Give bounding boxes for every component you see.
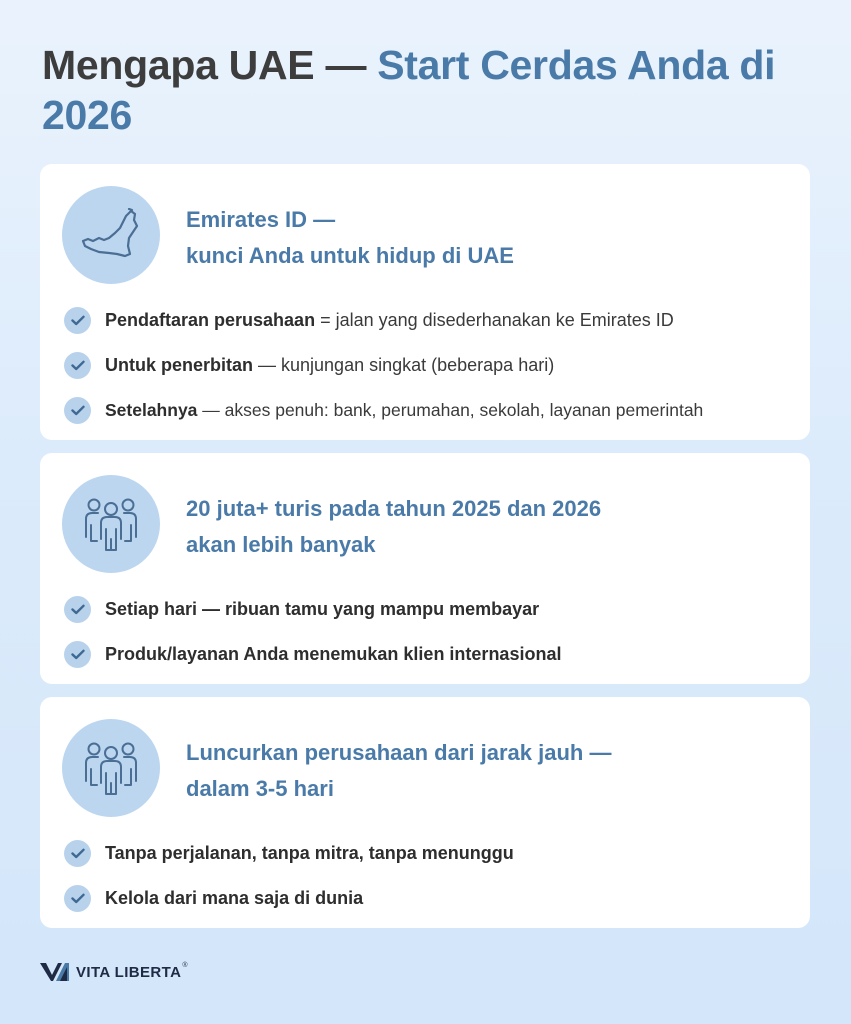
- list-item: [64, 343, 804, 388]
- remote-launch-card: [40, 697, 810, 928]
- bullet-bold: Setelahnya: [105, 400, 198, 420]
- check-icon: [64, 352, 91, 379]
- list-item: [64, 876, 804, 921]
- page-title-accent: Start Cerdas Anda di 2026: [42, 42, 776, 138]
- vita-liberta-logo: [40, 958, 188, 986]
- emirates-id-card: [40, 164, 810, 440]
- card-title-line1: Luncurkan perusahaan dari jarak jauh —: [186, 740, 612, 765]
- card-title-line2: dalam 3-5 hari: [186, 776, 334, 801]
- card-title: [186, 491, 786, 563]
- bullet-text: Setiap hari — ribuan tamu yang mampu membayar: [105, 599, 540, 619]
- registered-mark: ®: [182, 962, 188, 969]
- list-item: [64, 388, 804, 433]
- list-item: [64, 632, 804, 677]
- bullet-list: [64, 298, 804, 433]
- list-item: [64, 587, 804, 632]
- card-title: [186, 202, 786, 274]
- bullet-text: Tanpa perjalanan, tanpa mitra, tanpa menunggu: [105, 843, 514, 863]
- list-item: [64, 298, 804, 343]
- card-title: [186, 735, 786, 807]
- check-icon: [64, 596, 91, 623]
- bullet-list: [64, 831, 804, 921]
- page-title: [42, 40, 802, 140]
- card-title-line1: 20 juta+ turis pada tahun 2025 dan 2026: [186, 496, 602, 521]
- bullet-bold: Pendaftaran perusahaan: [105, 310, 316, 330]
- people-group-icon: [62, 475, 160, 573]
- logo-text: VITA LIBERTA: [76, 963, 182, 981]
- card-title-line2: kunci Anda untuk hidup di UAE: [186, 243, 514, 268]
- list-item: [64, 831, 804, 876]
- check-icon: [64, 307, 91, 334]
- check-icon: [64, 840, 91, 867]
- check-icon: [64, 885, 91, 912]
- tourists-card: [40, 453, 810, 684]
- bullet-text: — kunjungan singkat (beberapa hari): [253, 355, 555, 375]
- people-group-icon: [62, 719, 160, 817]
- card-title-line2: akan lebih banyak: [186, 532, 376, 557]
- card-title-line1: Emirates ID —: [186, 207, 336, 232]
- bullet-text: = jalan yang disederhanakan ke Emirates ID: [315, 310, 674, 330]
- bullet-list: [64, 587, 804, 677]
- check-icon: [64, 641, 91, 668]
- logo-mark-icon: [40, 961, 70, 983]
- bullet-text: — akses penuh: bank, perumahan, sekolah, layanan pemerintah: [197, 400, 704, 420]
- bullet-text: Produk/layanan Anda menemukan klien internasional: [105, 644, 562, 664]
- page-title-prefix: Mengapa UAE —: [42, 42, 378, 88]
- uae-map-icon: [62, 186, 160, 284]
- check-icon: [64, 397, 91, 424]
- bullet-text: Kelola dari mana saja di dunia: [105, 888, 364, 908]
- bullet-bold: Untuk penerbitan: [105, 355, 254, 375]
